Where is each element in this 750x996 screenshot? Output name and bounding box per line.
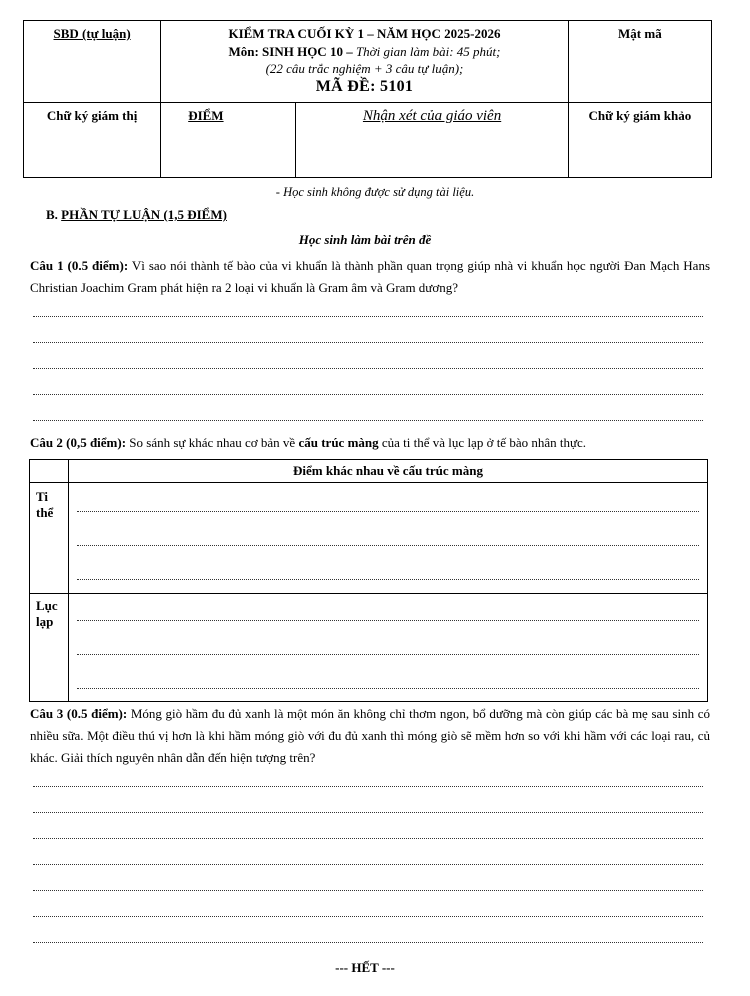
question-2-text-after: của ti thể và lục lạp ở tế bào nhân thực. bbox=[378, 435, 587, 450]
table-header: Điểm khác nhau về cấu trúc màng bbox=[293, 463, 483, 478]
question-1-label: Câu 1 (0.5 điểm): bbox=[30, 258, 129, 273]
proctor-signature-label: Chữ ký giám thị bbox=[46, 108, 138, 123]
answer-line[interactable] bbox=[33, 420, 703, 421]
answer-line[interactable] bbox=[33, 890, 703, 891]
proctor-signature-cell bbox=[24, 103, 161, 178]
table-divider bbox=[30, 482, 707, 483]
answer-line[interactable] bbox=[77, 620, 699, 621]
grader-signature-label: Chữ ký giám khảo bbox=[588, 108, 692, 123]
exam-title-cell bbox=[161, 21, 569, 103]
question-3-text: Móng giò hầm đu đủ xanh là một món ăn không chỉ thơm ngon, bổ dưỡng mà còn giúp các bà mẹ sau sinh có nhiều sữa. Một điều thú vị hơn là khi hầm móng giò với đu đủ xanh thì móng giò sẽ mềm hơn so với khi hầm với các loại rau, củ khác. Giải thích nguyên nhân dẫn đến hiện tượng trên? bbox=[30, 706, 710, 765]
answer-line[interactable] bbox=[33, 916, 703, 917]
secret-code-cell bbox=[568, 21, 711, 103]
exam-subject: Môn: SINH HỌC 10 – bbox=[228, 43, 353, 59]
exam-time: Thời gian làm bài: 45 phút; bbox=[352, 43, 501, 59]
exam-title: KIỂM TRA CUỐI KỲ 1 – NĂM HỌC 2025-2026 bbox=[228, 26, 501, 41]
answer-line[interactable] bbox=[77, 511, 699, 512]
sbd-label: SBD (tự luận) bbox=[53, 26, 131, 41]
table-divider bbox=[30, 593, 707, 594]
end-marker: --- HẾT --- bbox=[335, 960, 395, 975]
question-3 bbox=[30, 703, 710, 769]
score-label: ĐIỂM bbox=[188, 108, 224, 123]
answer-line[interactable] bbox=[33, 786, 703, 787]
teacher-comment-label: Nhận xét của giáo viên bbox=[362, 108, 502, 124]
comparison-table bbox=[29, 459, 708, 702]
sbd-cell bbox=[24, 21, 161, 103]
exam-subject-line bbox=[161, 43, 568, 61]
exam-structure: (22 câu trắc nghiệm + 3 câu tự luận); bbox=[265, 61, 464, 76]
answer-line[interactable] bbox=[33, 942, 703, 943]
question-2-label: Câu 2 (0,5 điểm): bbox=[30, 435, 127, 450]
secret-code-label: Mật mã bbox=[618, 26, 662, 41]
row-label-chloroplast: Lục lạp bbox=[36, 598, 58, 629]
question-3-label: Câu 3 (0.5 điểm): bbox=[30, 706, 128, 721]
grader-signature-cell bbox=[568, 103, 711, 178]
section-prefix: B. bbox=[46, 207, 62, 222]
question-1-text: Vì sao nói thành tế bào của vi khuẩn là thành phần quan trọng giúp nhà vi khuẩn học người Đan Mạch Hans Christian Joachim Gram phát hiện ra 2 loại vi khuẩn là Gram âm và Gram dương? bbox=[30, 258, 710, 295]
table-divider bbox=[68, 460, 69, 701]
question-2-text-bold: cấu trúc màng bbox=[298, 435, 379, 450]
exam-code: MÃ ĐỀ: 5101 bbox=[315, 77, 414, 95]
answer-line[interactable] bbox=[33, 368, 703, 369]
answer-line[interactable] bbox=[77, 688, 699, 689]
answer-line[interactable] bbox=[77, 654, 699, 655]
section-instruction: Học sinh làm bài trên đề bbox=[298, 232, 432, 247]
teacher-comment-cell bbox=[296, 103, 568, 178]
answer-line[interactable] bbox=[77, 545, 699, 546]
answer-line[interactable] bbox=[33, 864, 703, 865]
answer-line[interactable] bbox=[33, 394, 703, 395]
section-heading bbox=[46, 207, 227, 223]
answer-line[interactable] bbox=[33, 838, 703, 839]
section-title: PHẦN TỰ LUẬN (1,5 ĐIỂM) bbox=[61, 207, 227, 222]
answer-line[interactable] bbox=[33, 812, 703, 813]
score-cell bbox=[161, 103, 296, 178]
question-2-text-before: So sánh sự khác nhau cơ bản về bbox=[126, 435, 299, 450]
answer-line[interactable] bbox=[77, 579, 699, 580]
question-2 bbox=[30, 432, 710, 454]
answer-line[interactable] bbox=[33, 342, 703, 343]
question-1 bbox=[30, 255, 710, 299]
row-label-mitochondria: Ti thể bbox=[36, 489, 54, 520]
answer-line[interactable] bbox=[33, 316, 703, 317]
no-materials-note: - Học sinh không được sử dụng tài liệu. bbox=[275, 185, 475, 199]
exam-header-table bbox=[23, 20, 712, 178]
